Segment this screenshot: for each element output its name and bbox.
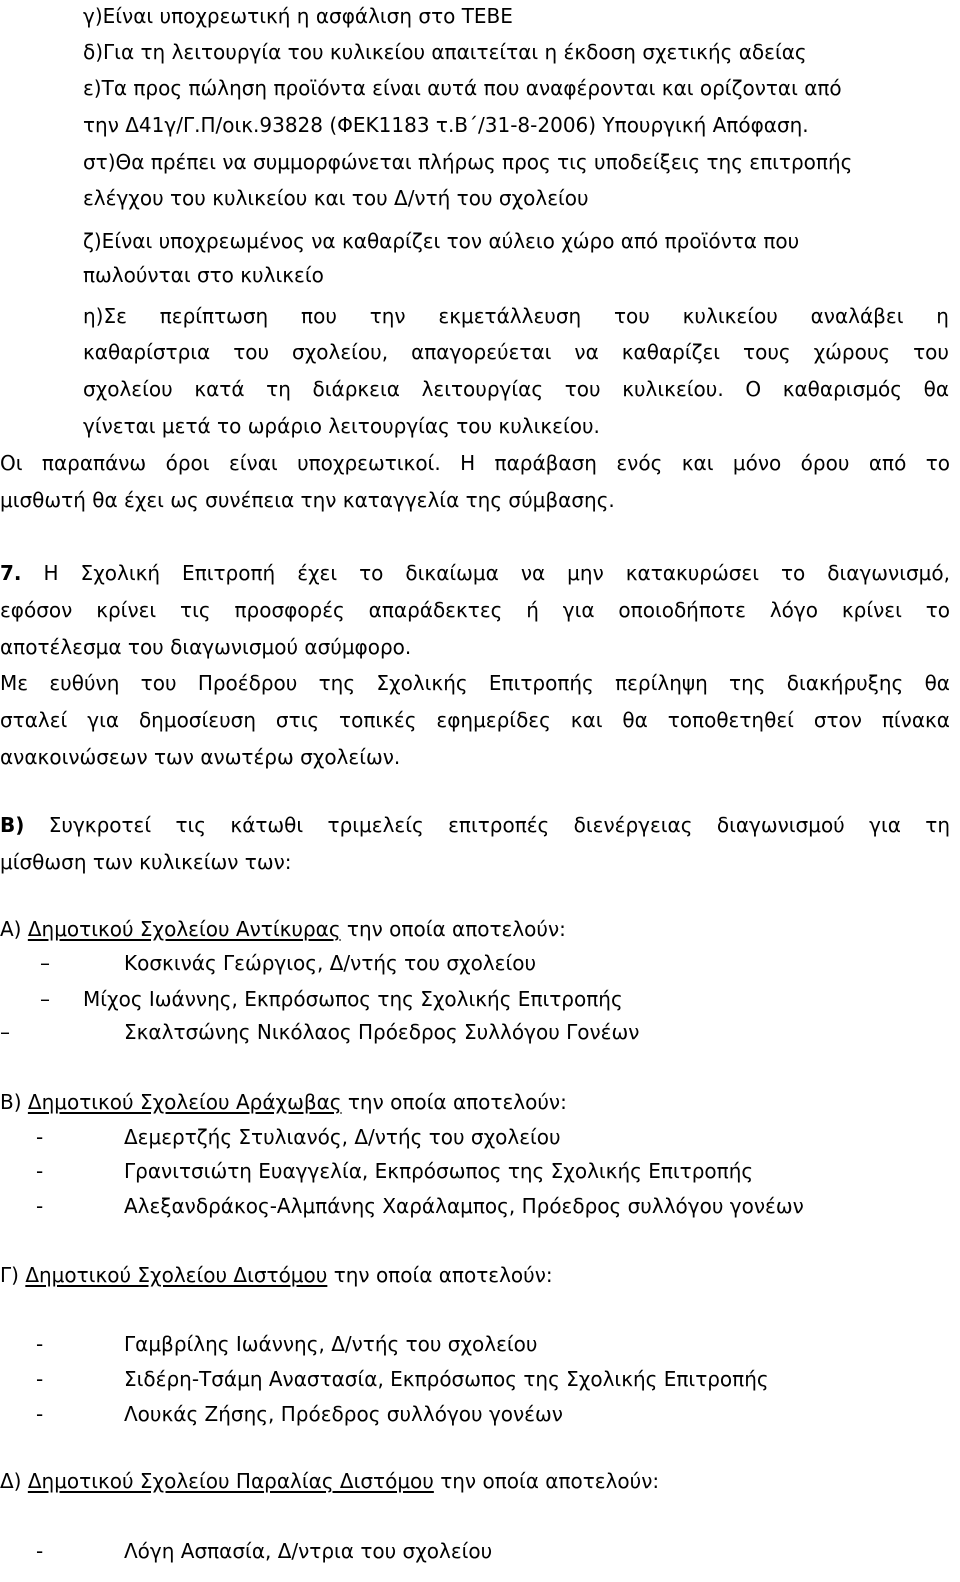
condition-line: γίνεται μετά το ωράριο λειτουργίας του κυλικείου. <box>83 414 600 438</box>
school-name: Δημοτικού Σχολείου Παραλίας Διστόμου <box>27 1469 434 1493</box>
committee-member: Αλεξανδράκος-Αλμπάνης Χαράλαμπος, Πρόεδρος συλλόγου γονέων <box>124 1194 804 1218</box>
condition-line: πωλούνται στο κυλικείο <box>83 263 324 287</box>
mandatory-terms-line: μισθωτή θα έχει ως συνέπεια την καταγγελία της σύμβασης. <box>0 488 615 512</box>
list-dash: - <box>36 1159 44 1183</box>
committee-member: Λόγη Ασπασία, Δ/ντρια του σχολείου <box>124 1539 493 1563</box>
committee-heading: Δ) Δημοτικού Σχολείου Παραλίας Διστόμου την οποία αποτελούν: <box>0 1469 660 1493</box>
condition-line: ζ)Είναι υποχρεωμένος να καθαρίζει τον αύλειο χώρο από προϊόντα που <box>83 229 800 253</box>
section-7-number: 7. <box>0 561 22 585</box>
condition-line: καθαρίστρια του σχολείου, απαγορεύεται να καθαρίζει τους χώρους του <box>83 340 949 364</box>
committee-member: Σιδέρη-Τσάμη Αναστασία, Εκπρόσωπος της Σχολικής Επιτροπής <box>124 1367 769 1391</box>
committee-member: Γρανιτσιώτη Ευαγγελία, Εκπρόσωπος της Σχολικής Επιτροπής <box>124 1159 754 1183</box>
list-dash: - <box>36 1194 44 1218</box>
condition-line: σχολείου κατά τη διάρκεια λειτουργίας του κυλικείου. Ο καθαρισμός θα <box>83 377 949 401</box>
condition-line: ε)Τα προς πώληση προϊόντα είναι αυτά που αναφέρονται και ορίζονται από <box>83 76 842 100</box>
list-dash: – <box>0 1020 10 1044</box>
school-name: Δημοτικού Σχολείου Αράχωβας <box>27 1090 342 1114</box>
condition-line: στ)Θα πρέπει να συμμορφώνεται πλήρως προς τις υποδείξεις της επιτροπής <box>83 150 853 174</box>
condition-line: ελέγχου του κυλικείου και του Δ/ντή του σχολείου <box>83 186 589 210</box>
section-b-label: Β) <box>0 813 25 837</box>
committee-member: Σκαλτσώνης Νικόλαος Πρόεδρος Συλλόγου Γονέων <box>124 1020 640 1044</box>
list-dash: - <box>36 1332 44 1356</box>
publication-line: ανακοινώσεων των ανωτέρω σχολείων. <box>0 745 401 769</box>
condition-line: δ)Για τη λειτουργία του κυλικείου απαιτείται η έκδοση σχετικής αδείας <box>83 40 807 64</box>
section-7-line: 7. Η Σχολική Επιτροπή έχει το δικαίωμα να μην κατακυρώσει το διαγωνισμό, <box>0 561 950 585</box>
committee-member: Δεμερτζής Στυλιανός, Δ/ντής του σχολείου <box>124 1125 561 1149</box>
committee-member: Λουκάς Ζήσης, Πρόεδρος συλλόγου γονέων <box>124 1402 563 1426</box>
committee-heading: Α) Δημοτικού Σχολείου Αντίκυρας την οποία αποτελούν: <box>0 917 566 941</box>
condition-line: η)Σε περίπτωση που την εκμετάλλευση του κυλικείου αναλάβει η <box>83 304 949 328</box>
list-dash: - <box>36 1402 44 1426</box>
section-7-line: εφόσον κρίνει τις προσφορές απαράδεκτες ή για οποιοδήποτε λόγο κρίνει το <box>0 598 950 622</box>
mandatory-terms-line: Οι παραπάνω όροι είναι υποχρεωτικοί. Η παράβαση ενός και μόνο όρου από το <box>0 451 950 475</box>
section-7-line: αποτέλεσμα του διαγωνισμού ασύμφορο. <box>0 635 412 659</box>
school-name: Δημοτικού Σχολείου Αντίκυρας <box>27 917 341 941</box>
condition-line: την Δ41γ/Γ.Π/οικ.93828 (ΦΕΚ1183 τ.Β΄/31-8-2006) Υπουργική Απόφαση. <box>83 113 809 137</box>
list-dash: – <box>40 987 50 1011</box>
list-dash: - <box>36 1125 44 1149</box>
section-b-line: Β) Συγκροτεί τις κάτωθι τριμελείς επιτροπές διενέργειας διαγωνισμού για τη <box>0 813 950 837</box>
committee-member: Γαμβρίλης Ιωάννης, Δ/ντής του σχολείου <box>124 1332 538 1356</box>
list-dash: - <box>36 1367 44 1391</box>
committee-heading: Γ) Δημοτικού Σχολείου Διστόμου την οποία αποτελούν: <box>0 1263 553 1287</box>
committee-member: Μίχος Ιωάννης, Εκπρόσωπος της Σχολικής Επιτροπής <box>83 987 623 1011</box>
school-name: Δημοτικού Σχολείου Διστόμου <box>25 1263 328 1287</box>
condition-line: γ)Είναι υποχρεωτική η ασφάλιση στο ΤΕΒΕ <box>83 4 513 28</box>
list-dash: - <box>36 1539 44 1563</box>
committee-member: Κοσκινάς Γεώργιος, Δ/ντής του σχολείου <box>124 951 537 975</box>
list-dash: – <box>40 951 50 975</box>
section-b-line: μίσθωση των κυλικείων των: <box>0 850 292 874</box>
committee-heading: Β) Δημοτικού Σχολείου Αράχωβας την οποία αποτελούν: <box>0 1090 567 1114</box>
publication-line: Με ευθύνη του Προέδρου της Σχολικής Επιτροπής περίληψη της διακήρυξης θα <box>0 671 950 695</box>
publication-line: σταλεί για δημοσίευση στις τοπικές εφημερίδες και θα τοποθετηθεί στον πίνακα <box>0 708 950 732</box>
